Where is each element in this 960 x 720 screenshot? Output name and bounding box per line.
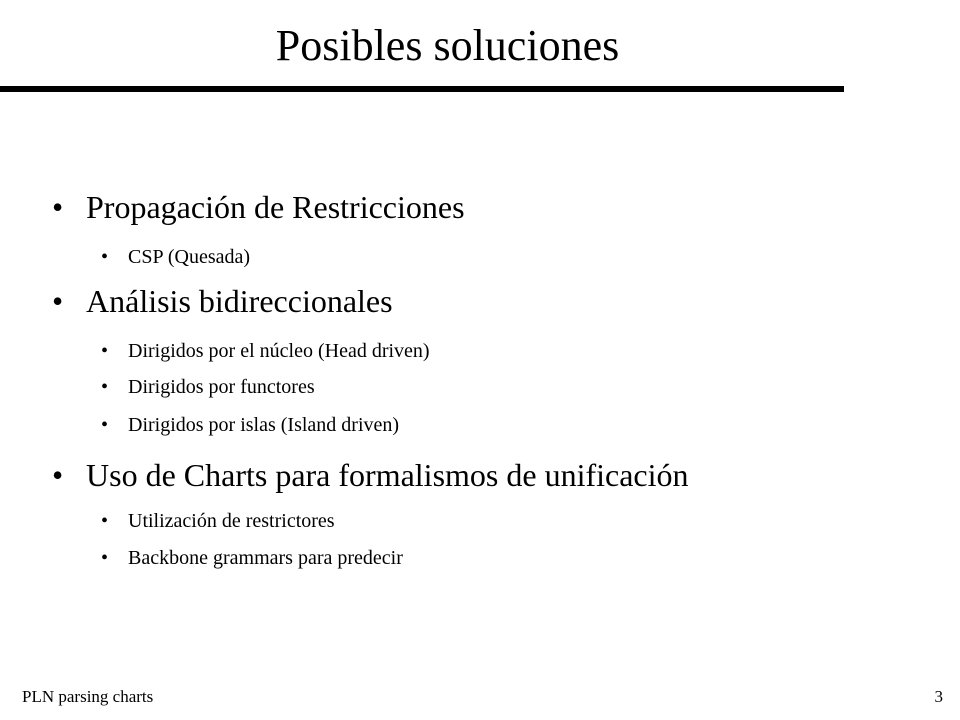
bullet-text: Propagación de Restricciones [86,189,465,225]
sub-bullet-text: Backbone grammars para predecir [128,547,403,569]
bullet-icon: • [101,510,109,532]
sub-bullet-text: Dirigidos por el núcleo (Head driven) [128,340,430,362]
sub-bullet-item [101,412,399,438]
sub-bullet-text: Dirigidos por functores [128,376,315,398]
sub-bullet-text: CSP (Quesada) [128,246,251,268]
footer-page-number: 3 [934,687,943,706]
bullet-item [52,187,465,227]
sub-bullet-item [101,545,403,571]
bullet-icon: • [101,246,109,268]
bullet-item [52,281,393,321]
bullet-icon: • [101,376,109,398]
bullet-text: Análisis bidireccionales [86,283,393,319]
bullet-icon: • [101,414,109,436]
bullet-text: Uso de Charts para formalismos de unificación [86,457,689,493]
bullet-icon: • [52,457,64,493]
bullet-icon: • [101,547,109,569]
bullet-icon: • [52,283,64,319]
sub-bullet-item [101,244,250,270]
bullet-item [52,455,689,495]
bullet-icon: • [52,189,64,225]
slide-title: Posibles soluciones [275,21,620,70]
title-divider [0,86,844,92]
sub-bullet-text: Utilización de restrictores [128,510,335,532]
sub-bullet-item [101,508,335,534]
bullet-icon: • [101,340,109,362]
sub-bullet-text: Dirigidos por islas (Island driven) [128,414,400,436]
sub-bullet-item [101,338,430,364]
sub-bullet-item [101,374,315,400]
footer-course-label: PLN parsing charts [22,687,154,706]
